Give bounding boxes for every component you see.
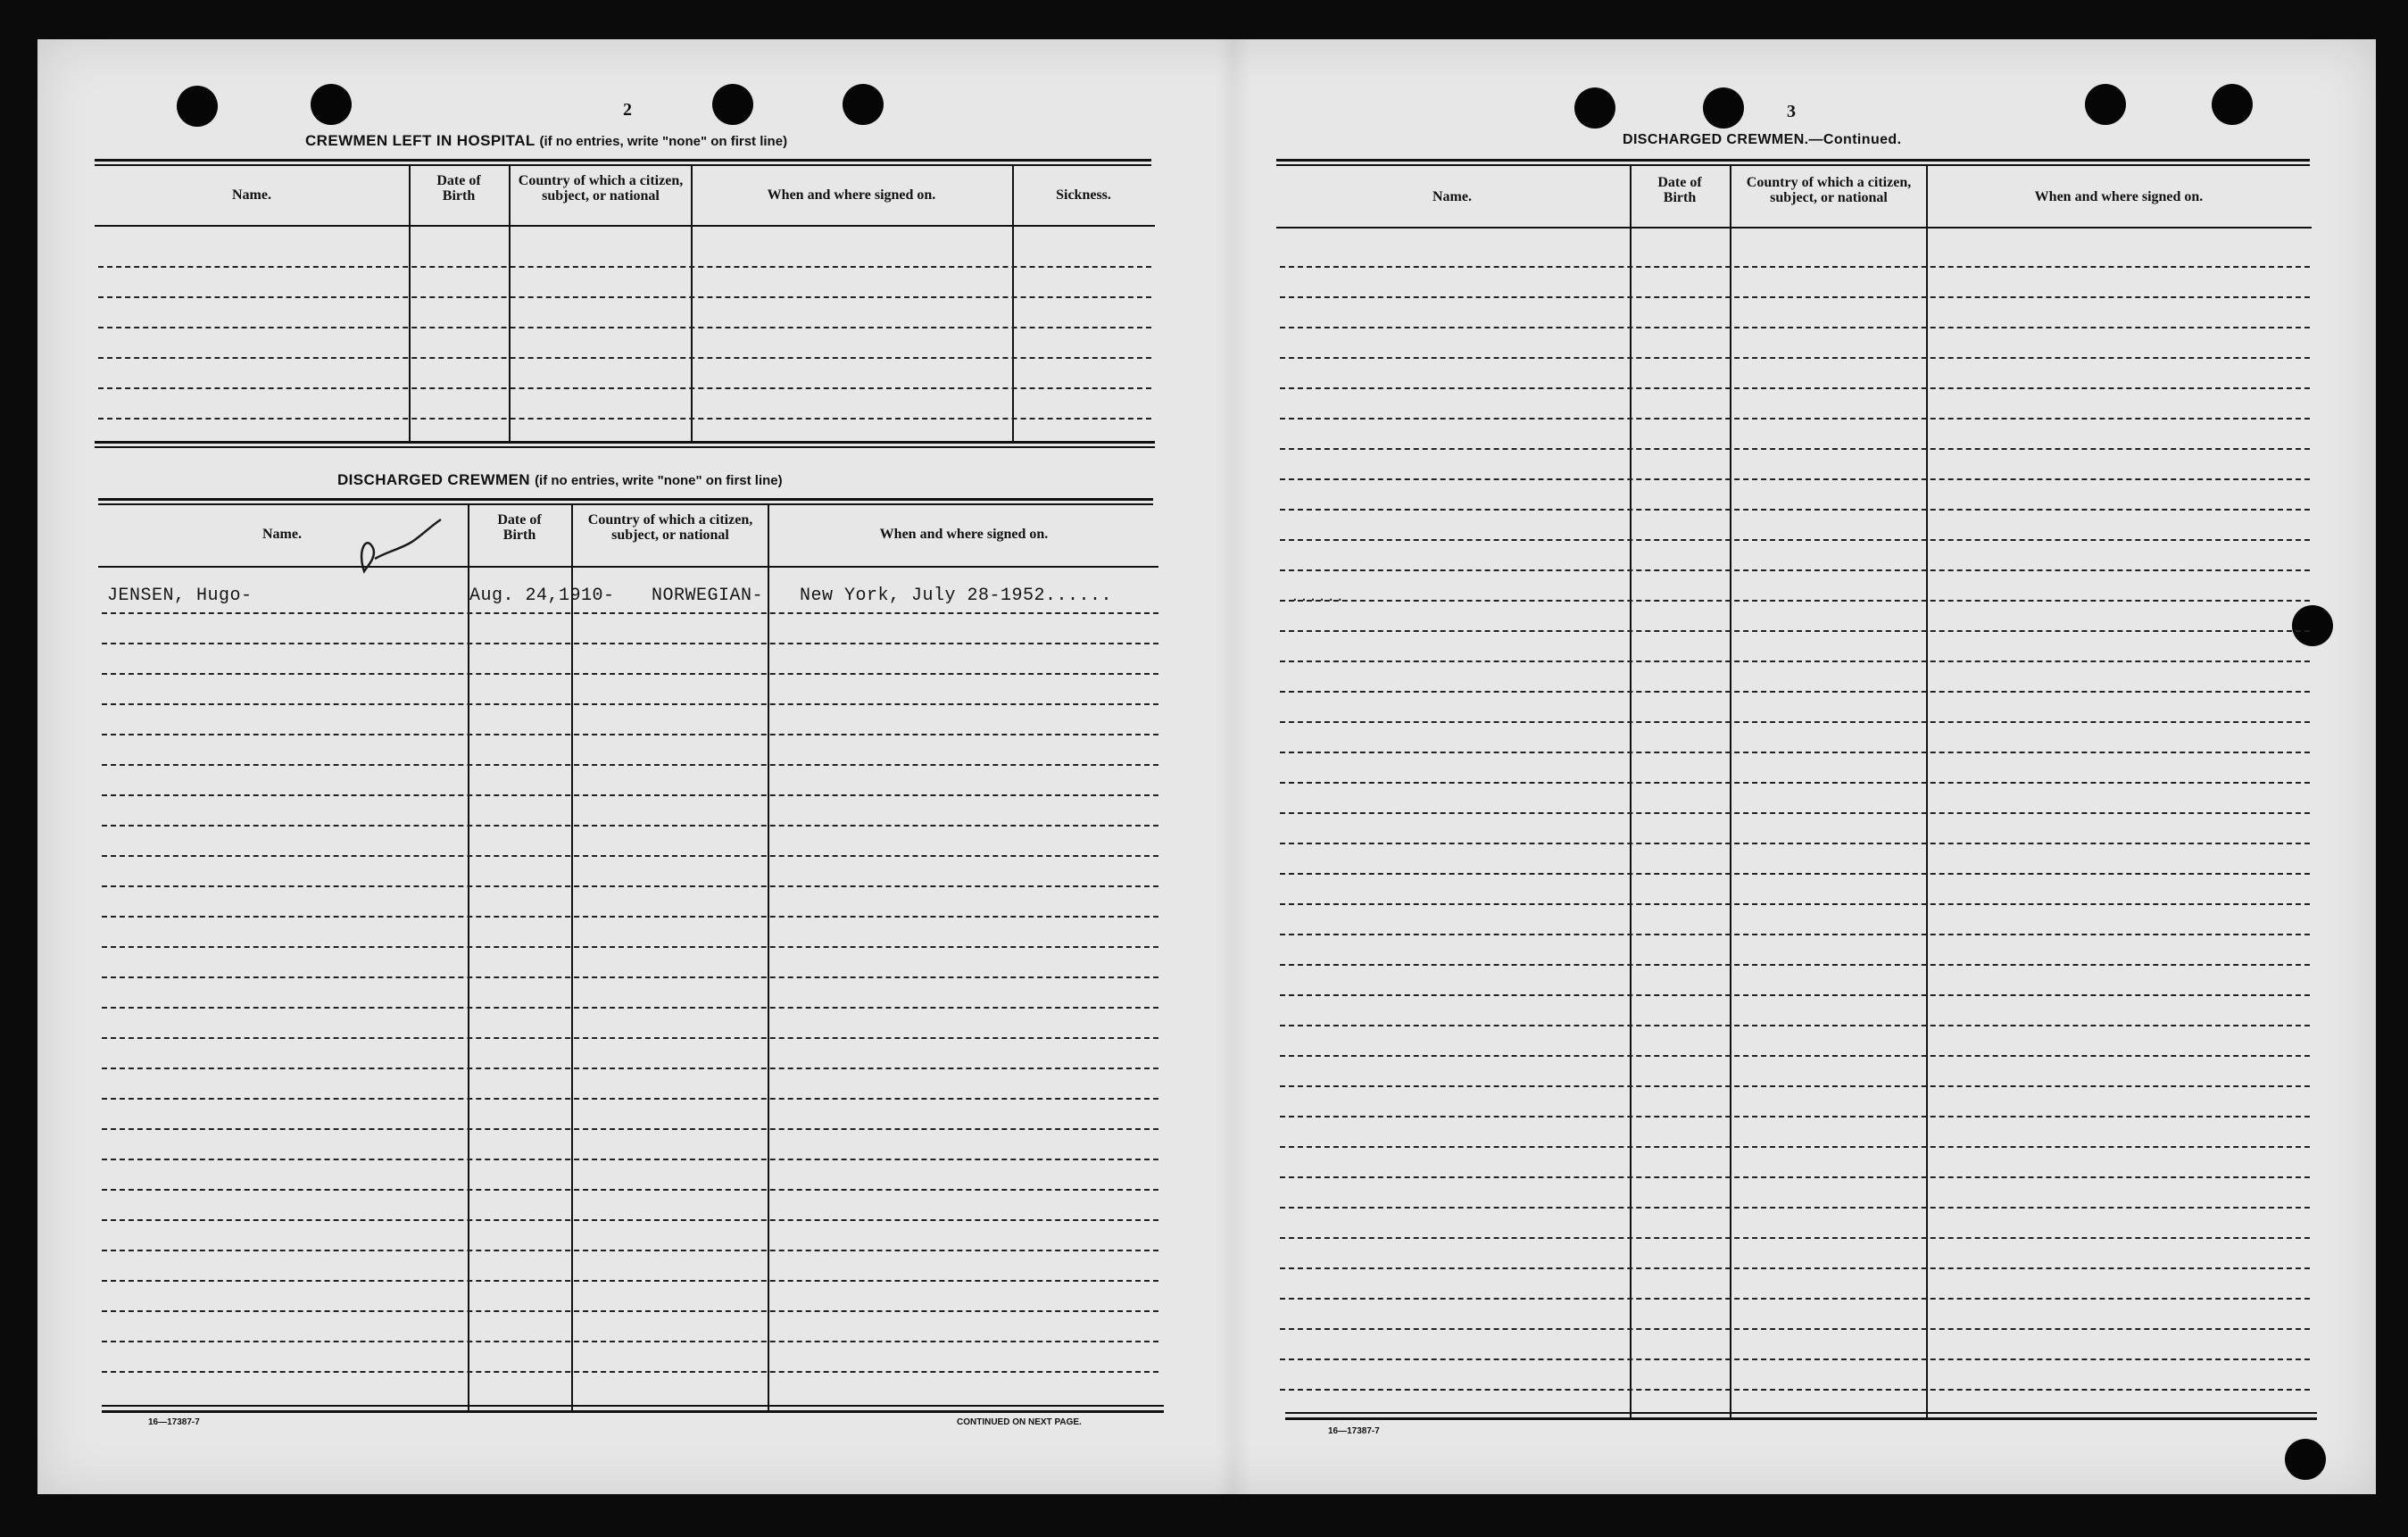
punch-hole (1574, 87, 1615, 129)
right-col-divider (1926, 166, 1928, 1417)
blank-line (102, 794, 1158, 796)
blank-line (102, 976, 1158, 978)
blank-line (98, 357, 1151, 359)
punch-hole (177, 86, 218, 127)
blank-line (102, 1280, 1158, 1282)
discharged-title-text: DISCHARGED CREWMEN (337, 471, 530, 488)
hospital-col-name: Name. (232, 187, 271, 203)
blank-line (1280, 357, 2310, 359)
discharged-header-rule (98, 566, 1158, 568)
blank-line (102, 703, 1158, 705)
punch-hole (2085, 84, 2126, 125)
blank-line (1280, 1146, 2310, 1148)
blank-line (102, 1371, 1158, 1373)
blank-line (1280, 448, 2310, 450)
right-col-divider (1730, 166, 1731, 1417)
blank-line (1280, 327, 2310, 328)
right-table-top-rule-2 (1276, 164, 2310, 166)
right-table-bottom-rule (1285, 1412, 2317, 1414)
discharged-table-bottom-rule (102, 1405, 1164, 1407)
blank-line (1280, 934, 2310, 935)
hospital-header-rule (95, 225, 1155, 227)
form-number-left: 16—17387-7 (148, 1417, 200, 1427)
right-col-signed: When and where signed on. (2034, 189, 2204, 204)
blank-line (1280, 964, 2310, 966)
blank-line (102, 1007, 1158, 1009)
entry-date-of-birth: Aug. 24,1910- (469, 586, 615, 606)
blank-line (1280, 1176, 2310, 1178)
discharged-table-bottom-rule-2 (102, 1410, 1164, 1413)
blank-line (1280, 843, 2310, 844)
stray-mark: ...... (1291, 589, 1345, 605)
blank-line (98, 418, 1151, 420)
discharged-instruction: (if no entries, write "none" on first line) (535, 473, 783, 488)
blank-line (1280, 752, 2310, 753)
blank-line (1280, 1116, 2310, 1117)
blank-line (1280, 296, 2310, 298)
right-table-bottom-rule-2 (1285, 1417, 2317, 1420)
blank-line (102, 612, 1158, 614)
discharged-col-dob: Date of Birth (497, 512, 542, 543)
hospital-col-dob: Date of Birth (436, 173, 481, 204)
page-fold (1216, 39, 1251, 1494)
blank-line (1280, 1025, 2310, 1026)
blank-line (1280, 266, 2310, 268)
blank-line (1280, 782, 2310, 784)
hospital-col-divider (691, 166, 693, 443)
hospital-col-country: Country of which a citizen, subject, or national (518, 173, 684, 204)
blank-line (1280, 1358, 2310, 1360)
blank-line (102, 1219, 1158, 1221)
hospital-instruction: (if no entries, write "none" on first line) (539, 134, 788, 149)
blank-line (1280, 1328, 2310, 1330)
blank-line (102, 1250, 1158, 1251)
hospital-title-text: CREWMEN LEFT IN HOSPITAL (305, 132, 536, 149)
blank-line (1280, 478, 2310, 480)
blank-line (102, 825, 1158, 827)
blank-line (102, 946, 1158, 948)
discharged-section-title (337, 471, 783, 489)
blank-line (102, 1037, 1158, 1039)
initials-signature (348, 516, 446, 578)
hospital-table-bottom-rule (95, 441, 1155, 444)
page-number-right: 3 (1787, 102, 1796, 121)
blank-line (1280, 660, 2310, 662)
discharged-col-divider (768, 505, 769, 1410)
discharged-col-divider (468, 505, 469, 1410)
blank-line (102, 916, 1158, 918)
entry-signed-on: New York, July 28-1952...... (800, 586, 1113, 606)
blank-line (102, 1310, 1158, 1312)
discharged-col-divider (571, 505, 573, 1410)
discharged-col-name: Name. (262, 527, 302, 542)
blank-line (1280, 1267, 2310, 1269)
punch-hole (843, 84, 884, 125)
blank-line (1280, 1055, 2310, 1057)
document-sheet (37, 39, 2376, 1494)
entry-country: NORWEGIAN- (652, 586, 764, 606)
right-col-divider (1630, 166, 1632, 1417)
blank-line (102, 855, 1158, 857)
blank-line (102, 1128, 1158, 1130)
blank-line (1280, 1207, 2310, 1209)
hospital-table-top-rule (95, 159, 1151, 162)
blank-line (1280, 903, 2310, 905)
right-table-top-rule (1276, 159, 2310, 162)
continued-note: CONTINUED ON NEXT PAGE. (957, 1417, 1082, 1427)
blank-line (98, 387, 1151, 389)
blank-line (102, 1341, 1158, 1342)
page-number-left: 2 (623, 100, 632, 120)
blank-line (98, 296, 1151, 298)
blank-line (98, 327, 1151, 328)
punch-hole (2292, 605, 2333, 646)
hospital-col-signed: When and where signed on. (767, 187, 936, 203)
blank-line (1280, 721, 2310, 723)
blank-line (1280, 1389, 2310, 1391)
hospital-section-title (305, 132, 787, 150)
discharged-col-country: Country of which a citizen, subject, or national (587, 512, 753, 543)
punch-hole (311, 84, 352, 125)
punch-hole (2212, 84, 2253, 125)
hospital-table-bottom-rule-2 (95, 446, 1155, 448)
discharged-col-signed: When and where signed on. (879, 527, 1049, 542)
blank-line (1280, 1085, 2310, 1087)
punch-hole (1703, 87, 1744, 129)
blank-line (1280, 691, 2310, 693)
blank-line (102, 1189, 1158, 1191)
blank-line (102, 764, 1158, 766)
discharged-table-top-rule (98, 498, 1153, 501)
blank-line (1280, 418, 2310, 420)
blank-line (1280, 509, 2310, 511)
blank-line (1280, 1298, 2310, 1300)
right-header-rule (1276, 227, 2312, 228)
blank-line (98, 266, 1151, 268)
hospital-col-sickness: Sickness. (1056, 187, 1111, 203)
entry-name: JENSEN, Hugo- (107, 586, 253, 606)
blank-line (1280, 539, 2310, 541)
blank-line (1280, 569, 2310, 571)
right-col-name: Name. (1432, 189, 1472, 204)
blank-line (1280, 994, 2310, 996)
blank-line (1280, 600, 2310, 602)
blank-line (102, 673, 1158, 675)
blank-line (102, 734, 1158, 735)
blank-line (1280, 387, 2310, 389)
right-page-title: DISCHARGED CREWMEN.—Continued. (1623, 132, 1902, 147)
punch-hole (712, 84, 753, 125)
hospital-col-divider (409, 166, 411, 443)
right-col-country: Country of which a citizen, subject, or national (1746, 175, 1912, 205)
blank-line (102, 1159, 1158, 1160)
blank-line (1280, 1237, 2310, 1239)
discharged-table-top-rule-2 (98, 503, 1153, 505)
blank-line (1280, 812, 2310, 814)
blank-line (1280, 873, 2310, 875)
hospital-col-divider (1012, 166, 1014, 443)
hospital-table-top-rule-2 (95, 164, 1151, 166)
blank-line (102, 885, 1158, 887)
punch-hole (2285, 1439, 2326, 1480)
blank-line (102, 1098, 1158, 1100)
blank-line (1280, 630, 2310, 632)
blank-line (102, 643, 1158, 644)
blank-line (102, 1068, 1158, 1069)
hospital-col-divider (509, 166, 511, 443)
form-number-right: 16—17387-7 (1328, 1426, 1380, 1436)
right-col-dob: Date of Birth (1657, 175, 1702, 205)
